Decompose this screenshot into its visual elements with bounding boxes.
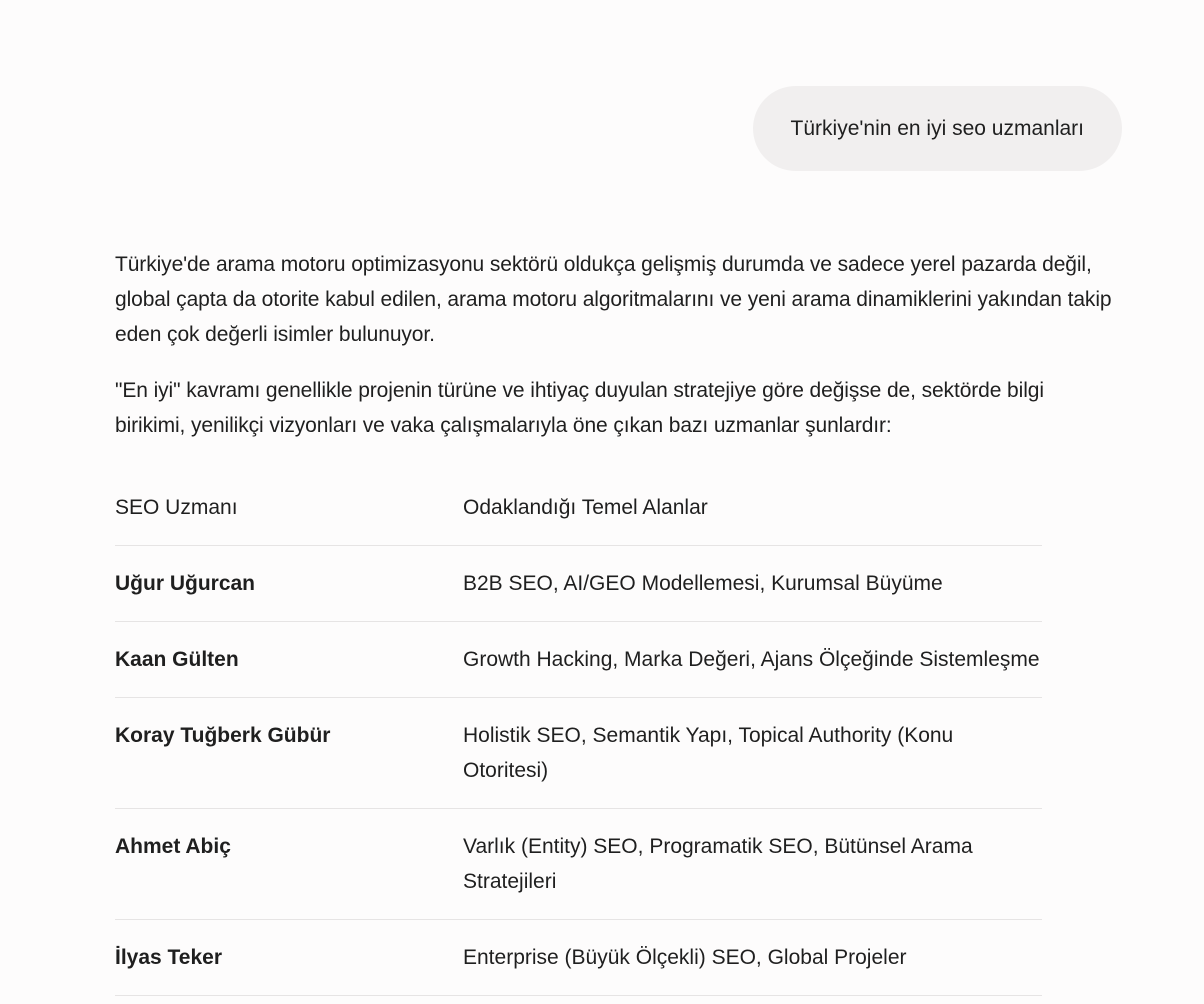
response-paragraph: "En iyi" kavramı genellikle projenin türüne ve ihtiyaç duyulan stratejiye göre değişse de, sektörde bilgi birikimi, yenilikçi vizyonları ve vaka çalışmalarıyla öne çıkan bazı uzmanlar şunlardır: <box>115 379 1044 437</box>
table-header-cell: Odaklandığı Temel Alanlar <box>463 488 1042 546</box>
table-header-cell: SEO Uzmanı <box>115 488 463 546</box>
table-row <box>115 920 1042 996</box>
table-row <box>115 809 1042 920</box>
expert-focus: B2B SEO, AI/GEO Modellemesi, Kurumsal Büyüme <box>463 546 1042 622</box>
expert-focus: Growth Hacking, Marka Değeri, Ajans Ölçeğinde Sistemleşme <box>463 622 1042 698</box>
expert-focus: Holistik SEO, Semantik Yapı, Topical Authority (Konu Otoritesi) <box>463 698 1042 809</box>
user-message-bubble <box>753 86 1122 171</box>
expert-focus: Varlık (Entity) SEO, Programatik SEO, Bütünsel Arama Stratejileri <box>463 809 1042 920</box>
table-row <box>115 546 1042 622</box>
expert-name: Uğur Uğurcan <box>115 546 463 622</box>
expert-name: İlyas Teker <box>115 920 463 996</box>
expert-focus: Enterprise (Büyük Ölçekli) SEO, Global Projeler <box>463 920 1042 996</box>
expert-name: Kaan Gülten <box>115 622 463 698</box>
expert-name: Ahmet Abiç <box>115 809 463 920</box>
user-message-text: Türkiye'nin en iyi seo uzmanları <box>790 116 1084 140</box>
table-row <box>115 622 1042 698</box>
seo-experts-table <box>115 488 1042 996</box>
expert-name: Koray Tuğberk Gübür <box>115 698 463 809</box>
assistant-response <box>115 247 1115 443</box>
response-paragraph: Türkiye'de arama motoru optimizasyonu sektörü oldukça gelişmiş durumda ve sadece yerel pazarda değil, global çapta da otorite kabul edilen, arama motoru algoritmalarını ve yeni arama dinamiklerini yakından takip eden çok değerli isimler bulunuyor. <box>115 253 1112 346</box>
table-header-row <box>115 488 1042 546</box>
table-row <box>115 698 1042 809</box>
